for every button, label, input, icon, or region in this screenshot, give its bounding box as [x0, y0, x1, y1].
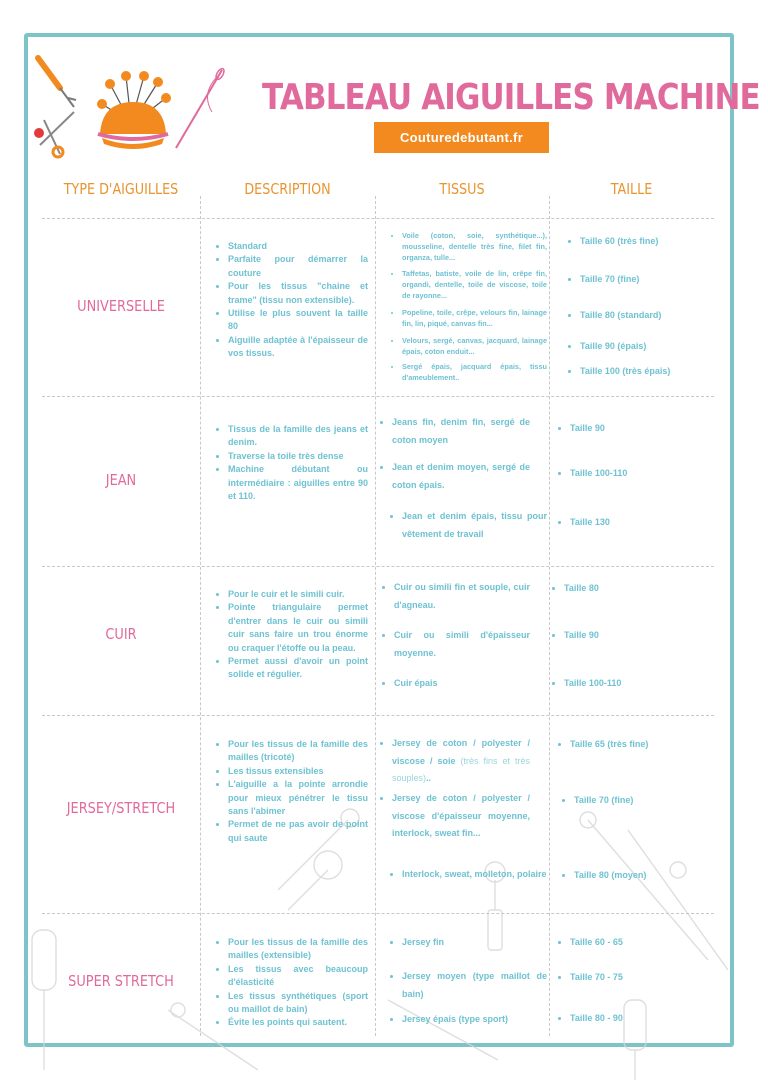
fabric-item-tail: .. — [426, 773, 432, 783]
description-list — [214, 240, 368, 361]
description-item: • Pour les tissus de la famille des mailles (tricoté) — [228, 738, 368, 765]
size-item: • Taille 90 — [564, 630, 599, 640]
description-item: • Pour le cuir et le simili cuir. — [228, 588, 368, 601]
size-item: • Taille 70 (fine) — [574, 795, 633, 805]
fabric-item-note: (très fins et très souples) — [392, 755, 530, 783]
fabric-item: • Jersey de coton / polyester / viscose d'épaisseur moyenne, interlock, sweat fin... — [392, 790, 530, 843]
description-item: • Évite les points qui sautent. — [228, 1016, 368, 1029]
row-divider — [42, 715, 714, 716]
header-description: DESCRIPTION — [244, 180, 331, 198]
size-item: • Taille 90 (épais) — [580, 341, 646, 351]
fabric-item: • Cuir ou simili fin et souple, cuir d'agneau. — [394, 579, 530, 614]
description-item: • Parfaite pour démarrer la couture — [228, 253, 368, 280]
fabric-item: • Jersey fin — [402, 934, 547, 952]
description-list — [214, 936, 368, 1030]
column-divider — [200, 196, 201, 1036]
row-divider — [42, 218, 714, 219]
fabric-item — [392, 735, 530, 788]
fabric-item: • Jean et denim épais, tissu pour vêtement de travail — [402, 508, 547, 543]
size-item: • Taille 60 (très fine) — [580, 236, 658, 246]
needle-type: JEAN — [105, 471, 137, 489]
size-item: • Taille 80 — [564, 583, 599, 593]
description-item: • Permet aussi d'avoir un point solide et régulier. — [228, 655, 368, 682]
header-taille: TAILLE — [610, 180, 653, 198]
row-divider — [42, 566, 714, 567]
description-item: • Standard — [228, 240, 368, 253]
description-item: • L'aiguille a la pointe arrondie pour mieux pénétrer le tissu sans l'abimer — [228, 778, 368, 818]
header-tissus: TISSUS — [439, 180, 485, 198]
needle-type: CUIR — [105, 625, 137, 643]
description-item: • Les tissus avec beaucoup d'élasticité — [228, 963, 368, 990]
site-badge[interactable]: Couturedebutant.fr — [374, 122, 549, 153]
fabric-item: • Jeans fin, denim fin, sergé de coton moyen — [392, 414, 530, 449]
size-item: • Taille 60 - 65 — [570, 937, 623, 947]
description-item: • Pour les tissus de la famille des mailles (extensible) — [228, 936, 368, 963]
size-item: • Taille 80 (standard) — [580, 310, 661, 320]
fabric-item: • Jersey épais (type sport) — [402, 1011, 547, 1029]
seam-ripper-icon — [30, 52, 80, 112]
fabric-item-text: Jersey de coton / polyester / viscose / soie — [392, 738, 530, 766]
header-type: TYPE D'AIGUILLES — [63, 180, 179, 198]
description-list — [214, 738, 368, 845]
fabric-item: • Velours, sergé, canvas, jacquard, lainage épais, coton enduit... — [402, 335, 547, 357]
size-item: • Taille 130 — [570, 517, 610, 527]
row-divider — [42, 396, 714, 397]
fabric-item: • Interlock, sweat, molleton, polaire — [402, 866, 547, 884]
description-item: • Les tissus synthétiques (sport ou maillot de bain) — [228, 990, 368, 1017]
size-item: • Taille 90 — [570, 423, 605, 433]
description-list — [214, 588, 368, 682]
page-title: TABLEAU AIGUILLES MACHINE — [262, 77, 760, 118]
description-item: • Aiguille adaptée à l'épaisseur de vos tissus. — [228, 334, 368, 361]
fabric-item: • Jersey moyen (type maillot de bain) — [402, 968, 547, 1003]
description-list — [214, 423, 368, 503]
size-item: • Taille 80 - 90 — [570, 1013, 623, 1023]
size-item: • Taille 80 (moyen) — [574, 870, 646, 880]
description-item: • Machine débutant ou intermédiaire : aiguilles entre 90 et 110. — [228, 463, 368, 503]
needle-type: JERSEY/STRETCH — [66, 799, 176, 817]
size-item: • Taille 65 (très fine) — [570, 739, 648, 749]
fabric-item: • Popeline, toile, crêpe, velours fin, lainage fin, lin, piqué, canvas fin... — [402, 307, 547, 329]
size-item: • Taille 100-110 — [570, 468, 627, 478]
column-divider — [375, 196, 376, 1036]
size-item: • Taille 70 (fine) — [580, 274, 639, 284]
size-item: • Taille 100 (très épais) — [580, 366, 670, 376]
description-item: • Tissus de la famille des jeans et denim. — [228, 423, 368, 450]
description-item: • Permet de ne pas avoir de point qui saute — [228, 818, 368, 845]
description-item: • Traverse la toile très dense — [228, 450, 368, 463]
description-item: • Pour les tissus "chaine et trame" (tissu non extensible). — [228, 280, 368, 307]
description-item: • Pointe triangulaire permet d'entrer dans le cuir ou simili cuir sans faire un trou énorme ou craquer l'étoffe ou la peau. — [228, 601, 368, 655]
column-divider — [549, 196, 550, 1036]
pincushion-icon — [88, 64, 178, 154]
fabric-item: • Cuir ou simili d'épaisseur moyenne. — [394, 627, 530, 662]
fabric-item: • Cuir épais — [394, 675, 530, 693]
needle-thread-icon — [170, 62, 230, 154]
scissors-icon — [30, 110, 80, 160]
fabric-item: • Sergé épais, jacquard épais, tissu d'ameublement.. — [402, 361, 547, 383]
fabric-item: • Voile (coton, soie, synthétique...), mousseline, dentelle très fine, filet fin, organza, tulle... — [402, 230, 547, 263]
needle-type: UNIVERSELLE — [77, 297, 165, 315]
needle-type: SUPER STRETCH — [68, 972, 174, 990]
size-item: • Taille 70 - 75 — [570, 972, 623, 982]
row-divider — [42, 913, 714, 914]
fabric-item: • Jean et denim moyen, sergé de coton épais. — [392, 459, 530, 494]
size-item: • Taille 100-110 — [564, 678, 621, 688]
description-item: • Utilise le plus souvent la taille 80 — [228, 307, 368, 334]
fabric-item: • Taffetas, batiste, voile de lin, crêpe fin, organdi, dentelle, toile de viscose, toile de rayonne... — [402, 268, 547, 301]
description-item: • Les tissus extensibles — [228, 765, 368, 778]
